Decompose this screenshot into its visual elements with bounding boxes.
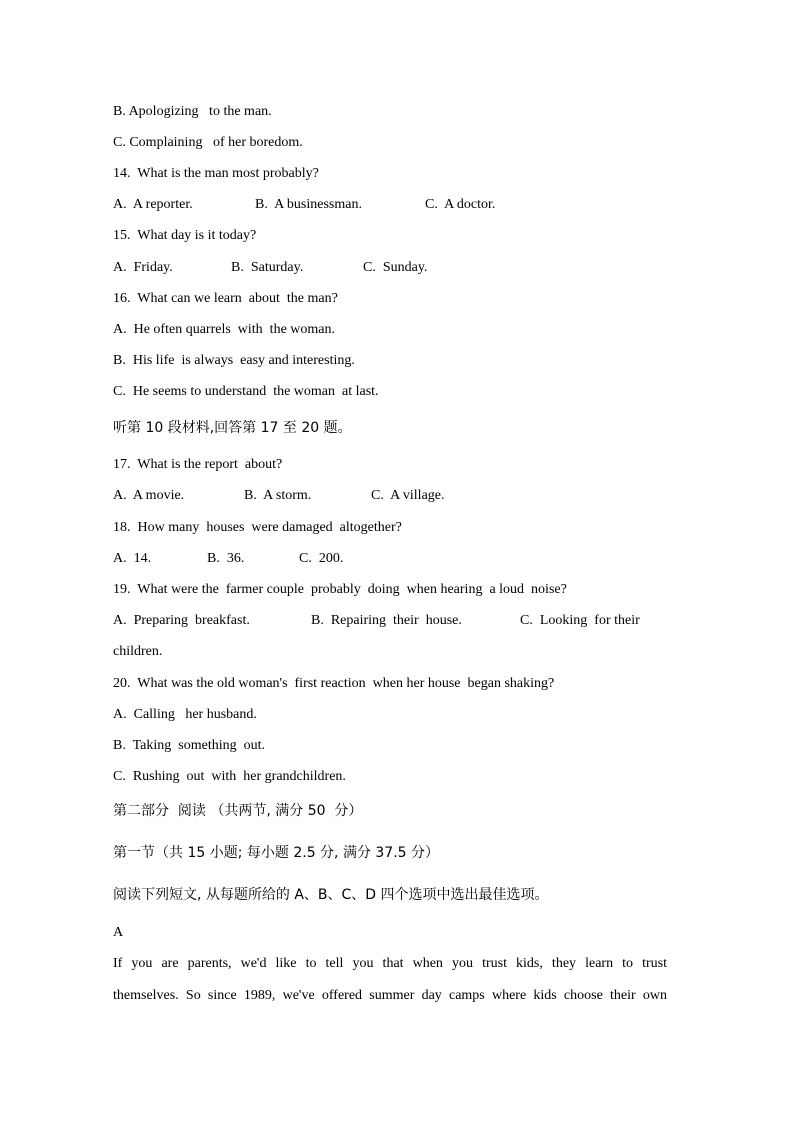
q19-option-a: A. Preparing breakfast. xyxy=(113,613,250,628)
q18-question: 18. How many houses were damaged altogether? xyxy=(113,520,402,535)
q20-option-b: B. Taking something out. xyxy=(113,738,265,753)
passage-label: A xyxy=(113,925,124,940)
q17-option-a: A. A movie. xyxy=(113,488,185,503)
q14-question: 14. What is the man most probably? xyxy=(113,166,319,181)
q20-option-a: A. Calling her husband. xyxy=(113,707,257,722)
q16-question: 16. What can we learn about the man? xyxy=(113,291,338,306)
q17-question: 17. What is the report about? xyxy=(113,457,283,472)
q20-question: 20. What was the old woman's first reaction when her house began shaking? xyxy=(113,676,555,691)
q19-question: 19. What were the farmer couple probably doing when hearing a loud noise? xyxy=(113,582,567,597)
q19-option-b: B. Repairing their house. xyxy=(311,613,462,628)
q18-option-b: B. 36. xyxy=(207,551,245,566)
q15-question: 15. What day is it today? xyxy=(113,228,257,243)
reading-instruction: 阅读下列短文, 从每题所给的 A、B、C、D 四个选项中选出最佳选项。 xyxy=(113,887,549,903)
q16-option-b: B. His life is always easy and interesting. xyxy=(113,353,355,368)
q16-option-c: C. He seems to understand the woman at last. xyxy=(113,384,379,399)
q13-option-c: C. Complaining of her boredom. xyxy=(113,135,303,150)
q15-option-c: C. Sunday. xyxy=(363,260,428,275)
passage-line-2: themselves. So since 1989, we've offered summer day camps where kids choose their own xyxy=(113,988,667,1003)
passage-line-1: If you are parents, we'd like to tell you that when you trust kids, they learn to trust xyxy=(113,956,667,971)
q17-option-c: C. A village. xyxy=(371,488,445,503)
q19-option-c-continued: children. xyxy=(113,644,163,659)
q14-option-c: C. A doctor. xyxy=(425,197,496,212)
q14-option-a: A. A reporter. xyxy=(113,197,193,212)
q15-option-b: B. Saturday. xyxy=(231,260,304,275)
q17-option-b: B. A storm. xyxy=(244,488,312,503)
q18-option-a: A. 14. xyxy=(113,551,152,566)
q15-option-a: A. Friday. xyxy=(113,260,173,275)
part2-title: 第二部分 阅读 （共两节, 满分 50 分） xyxy=(113,803,363,819)
section10-instruction: 听第 10 段材料,回答第 17 至 20 题。 xyxy=(113,420,352,436)
q16-option-a: A. He often quarrels with the woman. xyxy=(113,322,335,337)
q19-option-c: C. Looking for their xyxy=(520,613,640,628)
q13-option-b: B. Apologizing to the man. xyxy=(113,104,272,119)
q18-option-c: C. 200. xyxy=(299,551,344,566)
section1-title: 第一节（共 15 小题; 每小题 2.5 分, 满分 37.5 分） xyxy=(113,845,440,861)
q20-option-c: C. Rushing out with her grandchildren. xyxy=(113,769,346,784)
q14-option-b: B. A businessman. xyxy=(255,197,362,212)
